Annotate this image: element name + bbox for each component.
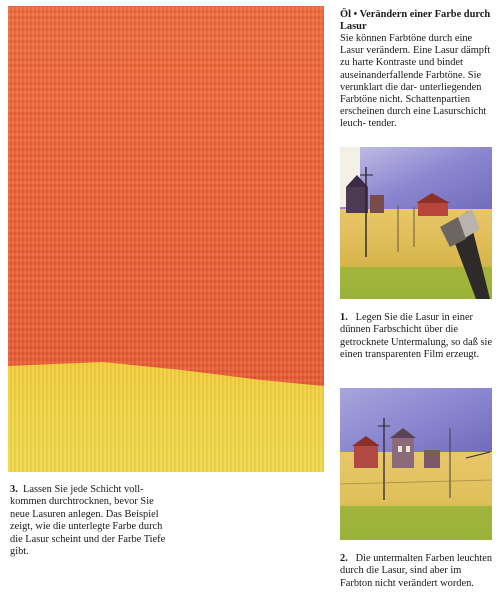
caption-step-1 [340, 312, 494, 362]
glaze-swatch-image [8, 6, 324, 472]
glaze-brush-painting-svg [340, 147, 492, 299]
finished-landscape-svg [340, 388, 492, 540]
finished-landscape-photo [340, 388, 492, 540]
intro-paragraph: Sie können Farbtöne durch eine Lasur verändern. Eine Lasur dämpft zu harte Kontraste und bindet auseinanderfallende Farbtöne. Sie verunklart die dar- unterliegenden Farbtöne nicht. Schattenpartien erscheinen durch eine Lasurschicht leuch- tender. [340, 33, 491, 130]
caption-step-1-number: 1. [340, 312, 348, 323]
caption-step-2 [340, 553, 494, 590]
caption-step-3 [10, 484, 170, 558]
caption-step-2-number: 2. [340, 553, 348, 564]
caption-step-2-text: Die untermalten Farben leuchten durch die Lasur, sind aber im Farbton nicht verändert worden. [340, 553, 493, 589]
caption-step-3-text: Lassen Sie jede Schicht voll- kommen durchtrocknen, bevor Sie neue Lasuren anlegen. Das Beispiel zeigt, wie die unterlegte Farbe durch die Lasur scheint und der Farbe Tiefe gibt. [10, 484, 166, 558]
section-title: Öl • Verändern einer Farbe durch Lasur [340, 9, 491, 33]
caption-step-1-text: Legen Sie die Lasur in einer dünnen Farbschicht über die getrocknete Untermalung, so daß sie einen transparenten Film erzeugt. [340, 312, 493, 361]
caption-step-3-number: 3. [10, 484, 18, 495]
glaze-brush-painting-photo [340, 147, 492, 299]
